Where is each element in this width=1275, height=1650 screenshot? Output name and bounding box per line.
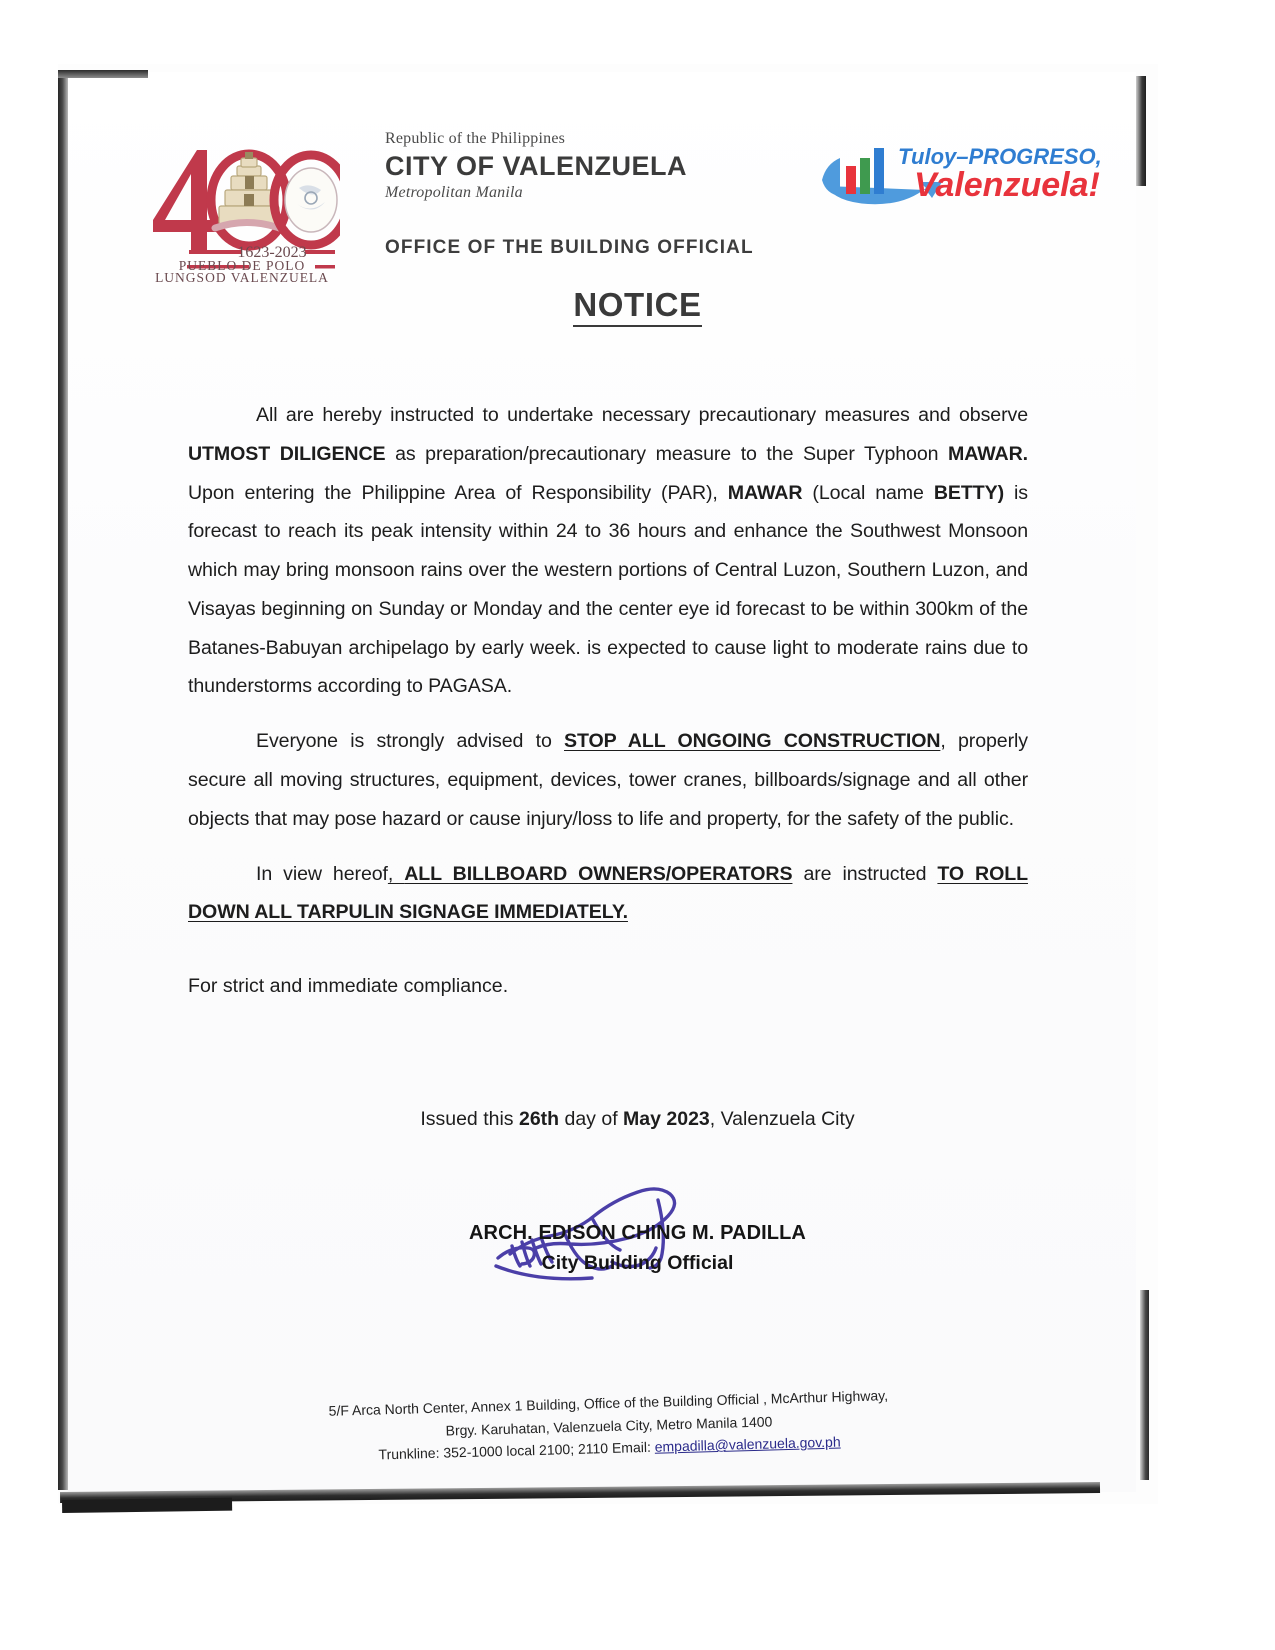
p1-utmost-diligence: UTMOST DILIGENCE: [188, 442, 386, 465]
svg-text:LUNGSOD VALENZUELA: LUNGSOD VALENZUELA: [155, 270, 329, 282]
p1-part2: as preparation/precautionary measure to the Super Typhoon: [385, 442, 949, 465]
p1-part1: All are hereby instructed to undertake necessary precautionary measures and observe: [256, 404, 1028, 426]
p1-part5: is forecast to reach its peak intensity within 24 to 36 hours and enhance the Southwest Monsoon which may bring monsoon rains over the western portions of Central Luzon, Southern Luzon, and Visayas beginning on Sunday or Monday and the center eye id forecast to be within 300km of the Batanes-Babuyan archipelago by early week. is expected to cause light to moderate rains due to thunderstorms according to PAGASA.: [188, 481, 1028, 698]
region-line: Metropolitan Manila: [385, 184, 523, 202]
header-text-block: [385, 130, 805, 202]
city-name: CITY OF VALENZUELA: [385, 151, 688, 181]
p2-stop-all-ongoing-construction: STOP ALL ONGOING CONSTRUCTION: [564, 730, 941, 753]
footer-trunkline: Trunkline: 352-1000 local 2100; 2110 Email:: [378, 1439, 655, 1463]
footer-address-line1: 5/F Arca North Center, Annex 1 Building, Office of the Building Official , McArthur Highway,: [328, 1387, 889, 1419]
issued-prefix: Issued this: [420, 1108, 519, 1130]
issued-day: 26th: [518, 1108, 560, 1130]
svg-text:PUEBLO DE POLO: PUEBLO DE POLO: [178, 258, 306, 273]
svg-text:Valenzuela!: Valenzuela!: [914, 166, 1100, 204]
valenzuela-400-anniversary-seal-icon: [145, 132, 340, 282]
scan-shadow-top-left-corner: [58, 70, 148, 78]
republic-line: Republic of the Philippines: [385, 130, 566, 147]
footer-address-line2: Brgy. Karuhatan, Valenzuela City, Metro Manila 1400: [445, 1413, 773, 1439]
signatory-title: City Building Official: [541, 1252, 734, 1274]
p1-mawar-2: MAWAR: [727, 481, 803, 504]
scan-shadow-right-lower-edge: [1140, 1290, 1149, 1480]
compliance-line: For strict and immediate compliance.: [188, 975, 509, 998]
page-title-text: NOTICE: [573, 286, 701, 327]
page-title: [0, 286, 1275, 324]
issued-suffix: , Valenzuela City: [709, 1108, 855, 1130]
footer-email-link[interactable]: empadilla@valenzuela.gov.ph: [654, 1433, 841, 1456]
p3-all-billboard-owners-operators: ALL BILLBOARD OWNERS/OPERATORS: [404, 862, 793, 885]
scan-shadow-right-edge: [1136, 76, 1146, 186]
issued-middle: day of: [559, 1108, 624, 1130]
paragraph-billboard-owners: [188, 855, 1028, 933]
scan-shadow-bottom-corner: [62, 1498, 232, 1513]
svg-text:1623-2023: 1623-2023: [237, 244, 307, 261]
p1-betty: BETTY): [933, 481, 1005, 504]
issued-date-line: [0, 1108, 1275, 1131]
office-name: OFFICE OF THE BUILDING OFFICIAL: [385, 237, 754, 258]
paragraph-typhoon-advisory: [188, 396, 1028, 706]
paragraph-stop-construction: [188, 722, 1028, 838]
p2-part1: Everyone is strongly advised to: [256, 730, 565, 753]
p3-comma: ,: [387, 862, 405, 885]
p2-part2: , properly secure all moving structures, equipment, devices, tower cranes, billboards/signage and all other objects that may pose hazard or cause injury/loss to life and property, for the safety of the public.: [188, 730, 1028, 830]
issued-month-year: May 2023: [623, 1108, 710, 1130]
svg-text:Tuloy–PROGRESO,: Tuloy–PROGRESO,: [898, 144, 1102, 169]
p1-part3: Upon entering the Philippine Area of Responsibility (PAR),: [188, 481, 728, 504]
p1-part4: (Local name: [802, 481, 934, 504]
p1-mawar: MAWAR.: [948, 442, 1028, 465]
signatory-name: ARCH. EDISON CHING M. PADILLA: [469, 1222, 806, 1244]
notice-body: [188, 396, 1028, 1005]
p3-roll-down-tarpulin-signage: TO ROLL DOWN ALL TARPULIN SIGNAGE IMMEDIATELY.: [188, 862, 1028, 924]
p3-part1: In view hereof: [256, 862, 388, 885]
p3-part2: are instructed: [792, 862, 938, 885]
tuloy-progreso-valenzuela-logo-icon: [820, 136, 1120, 208]
document-header: [120, 112, 1130, 282]
